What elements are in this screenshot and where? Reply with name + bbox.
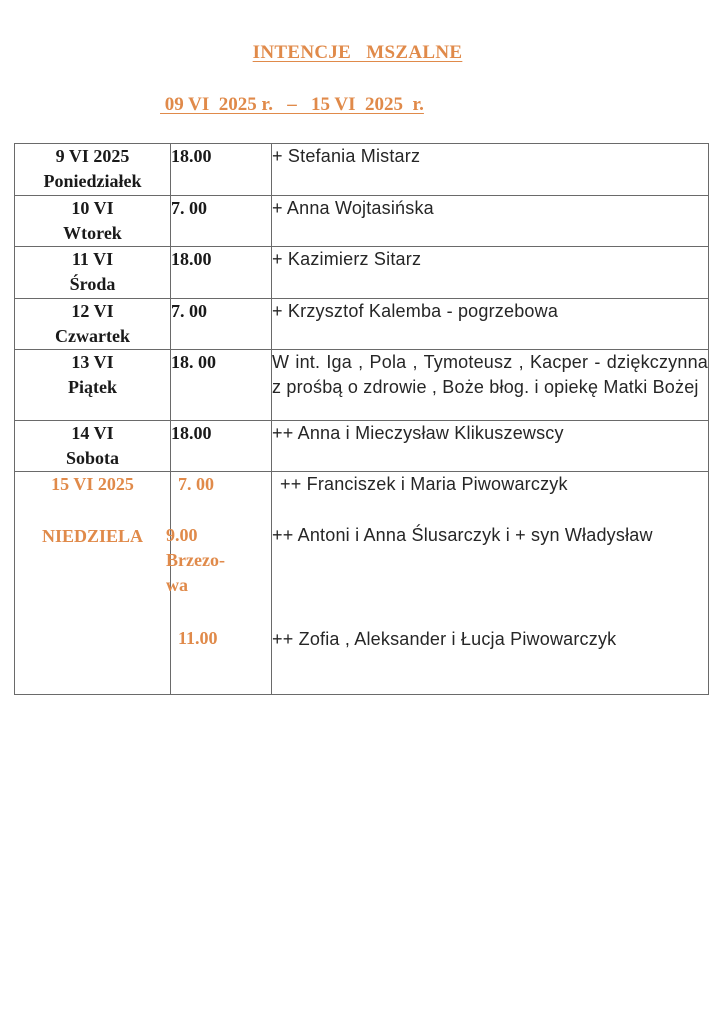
- mass-intention: W int. Iga , Pola , Tymoteusz , Kacper - dziękczynna z prośbą o zdrowie , Boże błog. i opiekę Matki Bożej: [272, 350, 709, 421]
- day-weekday: Środa: [69, 274, 116, 294]
- day-weekday: Sobota: [65, 448, 119, 468]
- sunday-intention-3: ++ Zofia , Aleksander i Łucja Piwowarczyk: [272, 629, 617, 649]
- day-cell: [15, 299, 171, 350]
- table-row: [15, 350, 709, 421]
- day-weekday: Piątek: [68, 377, 117, 397]
- sunday-intention-2: ++ Antoni i Anna Ślusarczyk i + syn Władysław: [272, 525, 653, 545]
- table-row: [15, 196, 709, 247]
- mass-intention: + Stefania Mistarz: [272, 144, 709, 196]
- page-title-text: INTENCJE MSZALNE: [252, 42, 463, 63]
- mass-time: 18. 00: [171, 350, 272, 421]
- day-date: 12 VI: [71, 301, 114, 321]
- day-date: 9 VI 2025: [55, 146, 130, 166]
- day-date: 13 VI: [71, 352, 114, 372]
- sunday-weekday: NIEDZIELA: [41, 526, 144, 546]
- sunday-day-cell: [15, 472, 171, 695]
- day-date: 14 VI: [71, 423, 114, 443]
- day-weekday: Wtorek: [63, 223, 122, 243]
- sunday-row: [15, 472, 709, 695]
- mass-intentions-table: [14, 143, 709, 695]
- mass-intention: + Anna Wojtasińska: [272, 196, 709, 247]
- day-cell: [15, 247, 171, 299]
- sunday-mass-time-2: [166, 523, 271, 598]
- table-row: [15, 299, 709, 350]
- mass-time: 7. 00: [171, 196, 272, 247]
- sunday-times-cell: [166, 472, 272, 695]
- table-row: [15, 421, 709, 472]
- mass-time: 18.00: [171, 144, 272, 196]
- table-row: [15, 247, 709, 299]
- date-range-subtitle: 09 VI 2025 r. – 15 VI 2025 r.: [160, 94, 424, 115]
- day-cell: [15, 144, 171, 196]
- sunday-mass-location: Brzezo-wa: [166, 550, 225, 595]
- day-weekday: Poniedziałek: [43, 171, 142, 191]
- day-date: 10 VI: [71, 198, 114, 218]
- sunday-intention-1: ++ Franciszek i Maria Piwowarczyk: [280, 474, 568, 494]
- day-cell: [15, 421, 171, 472]
- mass-intention: + Krzysztof Kalemba - pogrzebowa: [272, 299, 709, 350]
- mass-time: 18.00: [171, 247, 272, 299]
- sunday-mass-time-2-value: 9.00: [166, 525, 198, 545]
- mass-intention: + Kazimierz Sitarz: [272, 247, 709, 299]
- mass-time: 7. 00: [171, 299, 272, 350]
- sunday-intentions-cell: [272, 472, 709, 695]
- sunday-mass-time-1: 7. 00: [178, 474, 214, 494]
- mass-time: 18.00: [171, 421, 272, 472]
- sunday-mass-time-3: 11.00: [178, 628, 218, 648]
- day-date: 11 VI: [71, 249, 114, 269]
- table-row: [15, 144, 709, 196]
- mass-intention: ++ Anna i Mieczysław Klikuszewscy: [272, 421, 709, 472]
- page-title: [0, 42, 715, 64]
- day-cell: [15, 196, 171, 247]
- day-cell: [15, 350, 171, 421]
- day-weekday: Czwartek: [55, 326, 130, 346]
- sunday-date: 15 VI 2025: [51, 474, 134, 494]
